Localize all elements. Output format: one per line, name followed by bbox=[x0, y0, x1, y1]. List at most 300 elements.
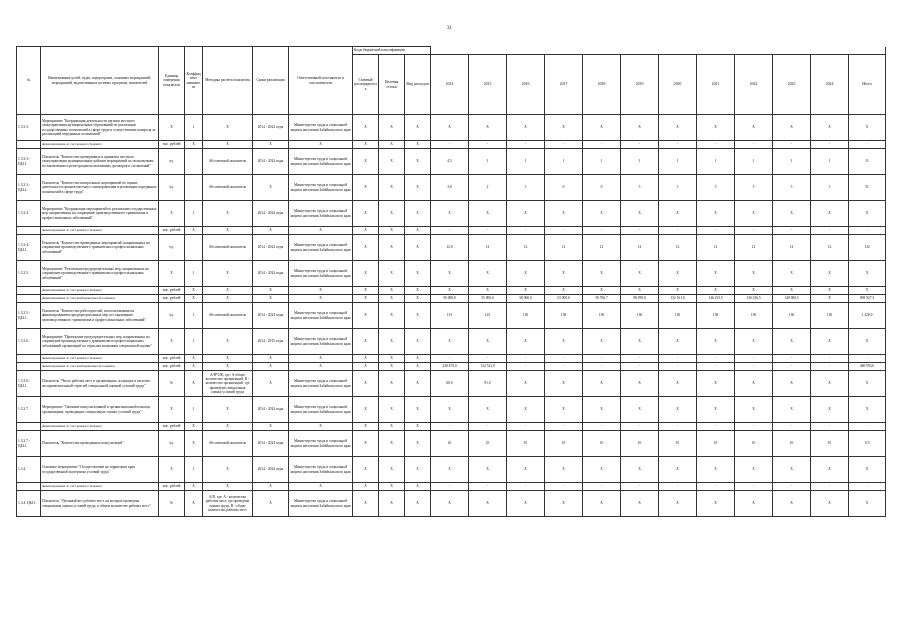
table-cell: X bbox=[431, 491, 469, 517]
financing-row bbox=[17, 483, 886, 491]
table-cell: X bbox=[507, 329, 545, 355]
table-cell: 2014 - 2024 годы bbox=[253, 261, 289, 287]
table-cell: X bbox=[353, 201, 379, 227]
table-cell: - bbox=[697, 423, 735, 431]
table-cell: 969 927,3 bbox=[849, 295, 886, 303]
row-code-cell bbox=[17, 227, 41, 235]
table-cell: 1 bbox=[185, 303, 203, 329]
table-cell: - bbox=[621, 363, 659, 371]
table-cell: X bbox=[405, 431, 431, 457]
table-cell: X bbox=[697, 371, 735, 397]
table-cell: X bbox=[185, 355, 203, 363]
financing-row bbox=[17, 227, 886, 235]
row-code-cell: 1.3.3.6. bbox=[17, 329, 41, 355]
table-cell: X bbox=[773, 491, 811, 517]
header-col-2024: 2024 bbox=[811, 55, 849, 115]
table-cell: X bbox=[773, 201, 811, 227]
table-cell: X bbox=[469, 491, 507, 517]
table-cell: X bbox=[849, 457, 886, 483]
table-row bbox=[17, 457, 886, 483]
table-cell: X bbox=[405, 491, 431, 517]
table-cell: X bbox=[203, 115, 253, 141]
table-cell: - bbox=[811, 423, 849, 431]
table-cell: X bbox=[735, 201, 773, 227]
table-cell: 1 bbox=[735, 149, 773, 175]
table-cell: X bbox=[185, 141, 203, 149]
table-cell: 1 bbox=[185, 329, 203, 355]
table-cell: 12,0 bbox=[431, 235, 469, 261]
table-cell: X bbox=[379, 115, 405, 141]
table-cell: X bbox=[353, 329, 379, 355]
table-cell: 130 bbox=[811, 303, 849, 329]
table-cell: 2014 - 2024 годы bbox=[253, 457, 289, 483]
table-cell: X bbox=[203, 363, 253, 371]
row-name-cell: Показатель "Число рабочих мест в организациях, входящих в пилотно-экспериментальный отраслей специальной оценкой условий труда" bbox=[41, 371, 159, 397]
table-cell: 91,0 bbox=[469, 371, 507, 397]
table-cell: - bbox=[431, 141, 469, 149]
table-cell: X bbox=[621, 115, 659, 141]
table-cell: 130 bbox=[507, 303, 545, 329]
table-cell: тыс. рублей bbox=[159, 483, 185, 491]
table-cell: - bbox=[811, 355, 849, 363]
table-cell: X bbox=[353, 287, 379, 295]
table-cell: X bbox=[659, 457, 697, 483]
table-cell: - bbox=[507, 355, 545, 363]
table-cell: - bbox=[773, 227, 811, 235]
header-col-2021: 2021 bbox=[697, 55, 735, 115]
table-cell: - bbox=[811, 483, 849, 491]
table-cell: X bbox=[353, 457, 379, 483]
table-cell: X bbox=[353, 175, 379, 201]
table-cell: 12 bbox=[697, 235, 735, 261]
header-col-2020: 2020 bbox=[659, 55, 697, 115]
table-cell: - bbox=[545, 141, 583, 149]
table-cell: X bbox=[405, 175, 431, 201]
table-cell: - bbox=[697, 355, 735, 363]
table-cell: 50 000,0 bbox=[431, 295, 469, 303]
table-cell: тыс. рублей bbox=[159, 227, 185, 235]
header-col-2016: 2016 bbox=[507, 55, 545, 115]
table-cell: А/В*100, где: А-общее количество организаций, В - количество организаций, где проведена специальная оценка условий труда bbox=[203, 371, 253, 397]
table-cell: X bbox=[507, 371, 545, 397]
row-name-cell: финансирование за счет краевого бюджета bbox=[41, 227, 159, 235]
table-cell: X bbox=[185, 431, 203, 457]
table-cell: X bbox=[431, 115, 469, 141]
table-cell: 10 bbox=[545, 431, 583, 457]
table-cell: - bbox=[583, 355, 621, 363]
table-cell: X bbox=[405, 141, 431, 149]
table-cell: X bbox=[203, 287, 253, 295]
table-cell: 2 bbox=[469, 175, 507, 201]
header-col-2017: 2017 bbox=[545, 55, 583, 115]
table-cell: X bbox=[735, 115, 773, 141]
table-cell: X bbox=[253, 371, 289, 397]
table-cell: X bbox=[253, 423, 289, 431]
table-cell: - bbox=[773, 355, 811, 363]
row-name-cell: Мероприятие "Координация мероприятий по реализации государственных мер, направленных на сокращение производственного травматизма и профессиональных заболеваний" bbox=[41, 201, 159, 227]
table-row bbox=[17, 235, 886, 261]
table-cell: 53 000,0 bbox=[545, 295, 583, 303]
table-cell: - bbox=[621, 227, 659, 235]
table-cell: X bbox=[203, 227, 253, 235]
table-cell: Министерство труда и социальной защиты населения Забайкальского края bbox=[289, 149, 353, 175]
table-cell: X bbox=[431, 201, 469, 227]
table-cell: X bbox=[379, 491, 405, 517]
row-name-cell: финансирование за счет краевого бюджета bbox=[41, 287, 159, 295]
table-cell: X bbox=[353, 141, 379, 149]
table-cell: - bbox=[507, 141, 545, 149]
program-table-wrapper bbox=[16, 46, 885, 517]
table-cell: тыс. рублей bbox=[159, 287, 185, 295]
table-cell: - bbox=[507, 363, 545, 371]
table-cell: X bbox=[405, 295, 431, 303]
table-cell: 12 bbox=[583, 235, 621, 261]
row-code-cell: 1.3.3.3.-ЦЫ.2. bbox=[17, 175, 41, 201]
table-cell: X bbox=[545, 115, 583, 141]
table-cell: 10 bbox=[773, 431, 811, 457]
table-cell: 140 000,5 bbox=[773, 295, 811, 303]
row-name-cell: финансирование за счет краевого бюджета bbox=[41, 483, 159, 491]
table-cell: 25 bbox=[469, 431, 507, 457]
table-cell: % bbox=[159, 371, 185, 397]
financing-row bbox=[17, 363, 886, 371]
row-name-cell: финансирование за счет внебюджетных источников bbox=[41, 295, 159, 303]
table-cell: X bbox=[353, 355, 379, 363]
table-cell: X bbox=[253, 287, 289, 295]
table-cell: X bbox=[621, 329, 659, 355]
table-cell: - bbox=[431, 227, 469, 235]
table-cell: - bbox=[735, 363, 773, 371]
table-cell: тыс. рублей bbox=[159, 423, 185, 431]
table-cell: X bbox=[405, 363, 431, 371]
row-code-cell bbox=[17, 287, 41, 295]
table-cell: X bbox=[289, 227, 353, 235]
table-cell: - bbox=[431, 483, 469, 491]
header-col-name: Наименование целей, задач, подпрограмм, основных мероприятий, мероприятий, ведомственных целевых программ, показателей bbox=[41, 47, 159, 115]
table-cell: X bbox=[379, 483, 405, 491]
table-cell: X bbox=[469, 201, 507, 227]
table-cell: тыс. рублей bbox=[159, 363, 185, 371]
table-cell: 10 bbox=[735, 431, 773, 457]
row-name-cell: Мероприятие "Реализация предупредительных мер, направленных на сокращение производственного травматизма и профессиональных заболеваний" bbox=[41, 261, 159, 287]
table-cell: 5 bbox=[811, 175, 849, 201]
table-cell: - bbox=[735, 423, 773, 431]
table-cell: X bbox=[353, 431, 379, 457]
row-name-cell: финансирование за счет краевого бюджета bbox=[41, 355, 159, 363]
table-row bbox=[17, 115, 886, 141]
table-cell: X bbox=[811, 397, 849, 423]
table-cell: 115 bbox=[431, 303, 469, 329]
table-cell: 130 bbox=[773, 303, 811, 329]
row-name-cell: Показатель "Удельный вес рабочих мест, на которых проведена специальная оценка условий труда, в общем количестве рабочих мест" bbox=[41, 491, 159, 517]
program-indicators-table bbox=[16, 46, 886, 517]
table-cell: X bbox=[735, 287, 773, 295]
table-cell: X bbox=[289, 483, 353, 491]
table-cell: X bbox=[379, 329, 405, 355]
table-cell: X bbox=[507, 457, 545, 483]
table-cell: X bbox=[405, 423, 431, 431]
header-col-period: Сроки реализации bbox=[253, 47, 289, 115]
header-col-unit: Единица измерения показателя bbox=[159, 47, 185, 115]
table-cell: 10 bbox=[659, 431, 697, 457]
table-cell: 60,0 bbox=[431, 371, 469, 397]
table-cell: Министерство труда и социальной защиты населения Забайкальского края bbox=[289, 491, 353, 517]
row-code-cell: 1.3.3.3.-ЦЫ.1. bbox=[17, 149, 41, 175]
table-cell: X bbox=[405, 303, 431, 329]
table-cell: А/В, где: А - количество рабочих мест, где проведена оценка труда, В - общее количество рабочих мест bbox=[203, 491, 253, 517]
table-cell: X bbox=[773, 397, 811, 423]
header-col-target: Целевая статья bbox=[379, 55, 405, 115]
table-cell: X bbox=[379, 141, 405, 149]
table-cell: X bbox=[583, 371, 621, 397]
table-cell: 2014 - 2024 годы bbox=[253, 303, 289, 329]
table-cell: - bbox=[849, 483, 886, 491]
table-cell: - bbox=[621, 355, 659, 363]
table-cell: 2014 - 2024 годы bbox=[253, 397, 289, 423]
table-cell: 12 bbox=[735, 235, 773, 261]
table-cell: X bbox=[353, 303, 379, 329]
table-cell: 12 bbox=[545, 235, 583, 261]
table-cell: X bbox=[159, 457, 185, 483]
table-cell: - bbox=[697, 363, 735, 371]
table-cell: 5 bbox=[621, 175, 659, 201]
table-cell: X bbox=[379, 457, 405, 483]
table-cell: 1 bbox=[185, 261, 203, 287]
table-cell: X bbox=[583, 397, 621, 423]
table-cell: X bbox=[405, 115, 431, 141]
row-code-cell: 1.3.3.7.-ЦЫ.1. bbox=[17, 431, 41, 457]
table-cell: 1 bbox=[621, 149, 659, 175]
table-cell: X bbox=[253, 491, 289, 517]
table-cell: 12 bbox=[773, 235, 811, 261]
table-cell: Абсолютный показатель bbox=[203, 235, 253, 261]
table-cell: X bbox=[697, 201, 735, 227]
table-cell: X bbox=[735, 457, 773, 483]
table-cell: 3,0 bbox=[431, 175, 469, 201]
table-cell: X bbox=[159, 329, 185, 355]
table-cell: Абсолютный показатель bbox=[203, 149, 253, 175]
table-cell: 1 bbox=[545, 149, 583, 175]
header-col-exptype: Вид расходов bbox=[405, 55, 431, 115]
table-cell: X bbox=[659, 491, 697, 517]
table-cell: X bbox=[621, 457, 659, 483]
table-cell: X bbox=[203, 141, 253, 149]
table-cell: 51 bbox=[849, 175, 886, 201]
table-cell: X bbox=[203, 397, 253, 423]
table-cell: X bbox=[203, 329, 253, 355]
table-cell: X bbox=[353, 363, 379, 371]
table-cell: X bbox=[507, 397, 545, 423]
table-cell: - bbox=[735, 483, 773, 491]
table-cell: ед. bbox=[159, 431, 185, 457]
header-col-admin: Главный распорядитель bbox=[353, 55, 379, 115]
table-cell: 1 bbox=[185, 115, 203, 141]
table-cell: X bbox=[253, 363, 289, 371]
financing-row bbox=[17, 355, 886, 363]
table-cell: - bbox=[545, 227, 583, 235]
table-cell: 130 bbox=[659, 303, 697, 329]
table-cell: X bbox=[469, 329, 507, 355]
table-cell: 1 bbox=[185, 201, 203, 227]
table-cell: - bbox=[583, 483, 621, 491]
table-cell: X bbox=[353, 115, 379, 141]
table-cell: 5 bbox=[735, 175, 773, 201]
row-name-cell: финансирование за счет внебюджетных источников bbox=[41, 363, 159, 371]
table-cell: X bbox=[353, 295, 379, 303]
table-cell: 130 bbox=[545, 303, 583, 329]
row-code-cell bbox=[17, 483, 41, 491]
table-cell: - bbox=[773, 423, 811, 431]
table-cell: X bbox=[469, 457, 507, 483]
table-cell: X bbox=[811, 261, 849, 287]
row-name-cell: Мероприятие "Проведение предупредительных мер, направленных на сокращение производственного травматизма и профессиональных заболеваний организаций по отраслям экономики специальной оценки" bbox=[41, 329, 159, 355]
table-cell: - bbox=[469, 227, 507, 235]
table-cell: X bbox=[185, 227, 203, 235]
table-cell: 10 bbox=[621, 431, 659, 457]
table-cell: X bbox=[203, 355, 253, 363]
table-cell: - bbox=[773, 363, 811, 371]
table-cell: 132 bbox=[849, 235, 886, 261]
table-cell bbox=[185, 175, 203, 201]
table-cell: 2014 - 2024 годы bbox=[253, 115, 289, 141]
table-cell: 5 bbox=[507, 175, 545, 201]
table-cell: ед. bbox=[159, 149, 185, 175]
table-cell: X bbox=[379, 201, 405, 227]
table-cell: X bbox=[405, 457, 431, 483]
table-cell: 6 bbox=[583, 175, 621, 201]
table-cell: X bbox=[405, 201, 431, 227]
table-cell: - bbox=[849, 141, 886, 149]
table-cell: % bbox=[159, 491, 185, 517]
table-cell: X bbox=[289, 355, 353, 363]
table-cell: - bbox=[849, 227, 886, 235]
table-cell: 1 bbox=[469, 149, 507, 175]
table-cell: X bbox=[405, 397, 431, 423]
table-cell: X bbox=[545, 329, 583, 355]
table-cell: 130 bbox=[697, 303, 735, 329]
table-cell: X bbox=[469, 287, 507, 295]
table-cell: X bbox=[253, 483, 289, 491]
table-cell: X bbox=[203, 201, 253, 227]
table-cell: X bbox=[405, 483, 431, 491]
table-cell: - bbox=[507, 227, 545, 235]
row-name-cell: Мероприятие "Оказание консультативной и организационной помощи организациям, проводящим специальную оценку условий труда" bbox=[41, 397, 159, 423]
table-cell: X bbox=[185, 423, 203, 431]
table-cell: - bbox=[659, 483, 697, 491]
table-cell: X bbox=[203, 457, 253, 483]
row-code-cell: 1.3.3.4. bbox=[17, 201, 41, 227]
financing-row bbox=[17, 287, 886, 295]
table-cell: - bbox=[735, 141, 773, 149]
table-cell: X bbox=[583, 457, 621, 483]
row-name-cell: Основное мероприятие "Осуществление на территории края государственной экспертизы условий труда" bbox=[41, 457, 159, 483]
table-cell: 10 bbox=[583, 431, 621, 457]
table-cell: X bbox=[697, 287, 735, 295]
table-cell: X bbox=[773, 457, 811, 483]
table-cell: X bbox=[735, 491, 773, 517]
header-budget-codes: Коды бюджетной классификации bbox=[353, 47, 431, 55]
table-cell: X bbox=[185, 363, 203, 371]
row-name-cell: Показатель "Количество работодателей, воспользовавшихся финансированием предупредительных мер по сокращению производственного травматизма и профессиональных заболеваний" bbox=[41, 303, 159, 329]
table-cell: - bbox=[697, 483, 735, 491]
table-cell: X bbox=[405, 261, 431, 287]
table-cell: тыс. рублей bbox=[159, 355, 185, 363]
table-cell: X bbox=[811, 491, 849, 517]
table-cell: 1 bbox=[773, 149, 811, 175]
table-cell: ед. bbox=[159, 235, 185, 261]
table-cell: - bbox=[659, 423, 697, 431]
table-cell: X bbox=[849, 115, 886, 141]
table-cell: X bbox=[583, 287, 621, 295]
table-row bbox=[17, 329, 886, 355]
table-cell: X bbox=[507, 201, 545, 227]
table-cell: Абсолютный показатель bbox=[203, 303, 253, 329]
header-col-method: Методика расчета показателя bbox=[203, 47, 253, 115]
table-cell: X bbox=[469, 261, 507, 287]
table-cell: Министерство труда и социальной защиты населения Забайкальского края bbox=[289, 175, 353, 201]
table-cell: X bbox=[203, 295, 253, 303]
table-cell: 2014 - 2024 годы bbox=[253, 235, 289, 261]
row-code-cell bbox=[17, 363, 41, 371]
table-cell: X bbox=[507, 491, 545, 517]
table-cell: - bbox=[659, 227, 697, 235]
table-cell: - bbox=[811, 363, 849, 371]
table-cell: X bbox=[849, 397, 886, 423]
table-cell: X bbox=[583, 115, 621, 141]
table-cell: X bbox=[507, 261, 545, 287]
table-cell: X bbox=[185, 491, 203, 517]
row-code-cell: 1.3.3.5. bbox=[17, 261, 41, 287]
table-cell: X bbox=[379, 227, 405, 235]
table-cell: - bbox=[773, 483, 811, 491]
table-cell: X bbox=[659, 329, 697, 355]
table-cell: X bbox=[621, 397, 659, 423]
table-cell: ед. bbox=[159, 303, 185, 329]
table-cell: 12 bbox=[469, 235, 507, 261]
table-cell: - bbox=[621, 483, 659, 491]
table-cell: X bbox=[379, 371, 405, 397]
table-cell: Министерство труда и социальной защиты населения Забайкальского края bbox=[289, 201, 353, 227]
table-cell: 130 bbox=[583, 303, 621, 329]
table-cell: 10 bbox=[811, 431, 849, 457]
table-cell: X bbox=[811, 295, 849, 303]
table-cell: X bbox=[431, 397, 469, 423]
table-cell: X bbox=[545, 371, 583, 397]
table-cell: - bbox=[507, 423, 545, 431]
table-cell: X bbox=[735, 261, 773, 287]
table-cell: X bbox=[697, 115, 735, 141]
row-code-cell bbox=[17, 141, 41, 149]
table-cell: 130 bbox=[735, 303, 773, 329]
table-cell: X bbox=[185, 371, 203, 397]
table-cell: X bbox=[431, 287, 469, 295]
table-cell: - bbox=[545, 355, 583, 363]
table-cell: X bbox=[185, 483, 203, 491]
table-cell: X bbox=[159, 397, 185, 423]
table-cell: - bbox=[735, 355, 773, 363]
table-cell: X bbox=[735, 397, 773, 423]
table-cell: X bbox=[469, 397, 507, 423]
table-cell: X bbox=[203, 483, 253, 491]
row-code-cell: 1.3.3.3. bbox=[17, 115, 41, 141]
table-cell: X bbox=[507, 115, 545, 141]
table-cell: X bbox=[253, 227, 289, 235]
table-cell: 2014 - 2024 годы bbox=[253, 149, 289, 175]
table-cell: 146 233,5 bbox=[697, 295, 735, 303]
table-cell: X bbox=[379, 149, 405, 175]
table-cell: X bbox=[405, 227, 431, 235]
table-cell: X bbox=[253, 175, 289, 201]
